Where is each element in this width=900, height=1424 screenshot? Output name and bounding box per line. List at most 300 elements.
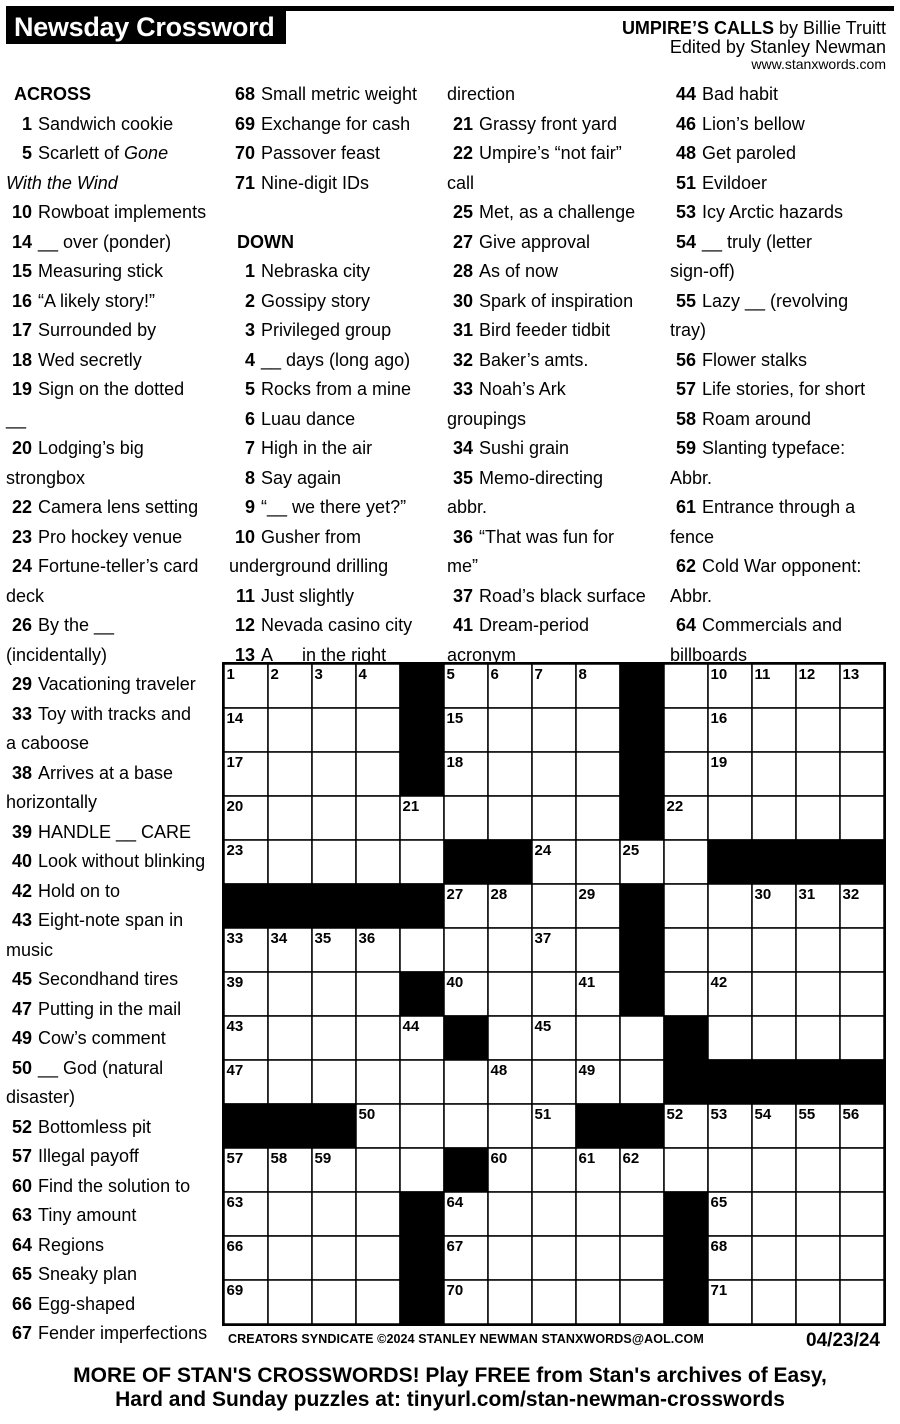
grid-cell[interactable]	[796, 928, 840, 972]
grid-cell[interactable]	[708, 1016, 752, 1060]
clue-number: 12	[234, 615, 255, 635]
grid-cell[interactable]	[708, 884, 752, 928]
grid-cell[interactable]	[488, 928, 532, 972]
black-square	[488, 840, 532, 884]
clue-number: 48	[675, 143, 696, 163]
clue-text: underground drilling	[229, 556, 389, 576]
grid-cell[interactable]	[356, 1016, 400, 1060]
grid-cell[interactable]	[312, 752, 356, 796]
cell-number: 17	[226, 754, 244, 771]
grid-cell[interactable]	[268, 752, 312, 796]
grid-cell[interactable]	[488, 972, 532, 1016]
grid-cell[interactable]	[796, 1192, 840, 1236]
cell-number: 49	[578, 1062, 596, 1079]
cell-number: 44	[402, 1018, 420, 1035]
grid-cell[interactable]	[268, 972, 312, 1016]
clue-continuation	[6, 169, 118, 198]
grid-cell[interactable]	[576, 840, 620, 884]
clue-text: Noah’s Ark	[479, 379, 566, 399]
grid-cell[interactable]	[532, 884, 576, 928]
clue-item	[447, 375, 566, 404]
grid-cell[interactable]	[356, 840, 400, 884]
grid-cell[interactable]	[840, 752, 884, 796]
grid-cell[interactable]	[268, 1236, 312, 1280]
clue-item	[6, 110, 173, 139]
clue-item	[447, 198, 635, 227]
cell-number: 27	[446, 886, 464, 903]
cell-number: 9	[622, 666, 631, 683]
cell-number: 55	[798, 1106, 816, 1123]
grid-cell[interactable]	[840, 708, 884, 752]
grid-cell[interactable]	[752, 1192, 796, 1236]
clue-item	[6, 1319, 207, 1348]
grid-cell[interactable]	[796, 708, 840, 752]
puzzle-title	[622, 18, 886, 39]
clue-number: 70	[234, 143, 255, 163]
clue-number: 71	[234, 172, 255, 193]
grid-cell[interactable]	[796, 1016, 840, 1060]
puzzle-date: 04/23/24	[806, 1330, 880, 1351]
clue-number: 10	[234, 526, 255, 547]
grid-cell[interactable]	[356, 1280, 400, 1324]
clue-item	[6, 1290, 135, 1319]
black-square	[796, 840, 840, 884]
grid-cell[interactable]	[576, 708, 620, 752]
clue-number: 41	[452, 615, 473, 635]
clue-number: 14	[11, 231, 32, 252]
grid-cell[interactable]	[796, 972, 840, 1016]
clue-text: call	[447, 172, 475, 193]
grid-cell[interactable]	[752, 972, 796, 1016]
grid-cell[interactable]	[664, 752, 708, 796]
clue-text: Sandwich cookie	[38, 113, 174, 134]
cell-number: 58	[270, 1150, 288, 1167]
black-square	[752, 1060, 796, 1104]
black-square	[620, 752, 664, 796]
clue-item	[6, 316, 156, 345]
clue-number: 17	[11, 320, 32, 340]
cell-number: 38	[622, 930, 640, 947]
clue-text: groupings	[447, 408, 527, 429]
grid-cell[interactable]	[444, 928, 488, 972]
clue-item	[447, 611, 589, 640]
grid-cell[interactable]	[532, 708, 576, 752]
clue-text: Bird feeder tidbit	[479, 320, 611, 340]
grid-cell[interactable]	[840, 1192, 884, 1236]
clue-number: 37	[452, 585, 473, 606]
clue-item	[670, 169, 767, 198]
grid-cell[interactable]	[796, 1148, 840, 1192]
clue-number: 27	[452, 231, 473, 252]
clue-text: Find the solution to	[38, 1175, 191, 1196]
crossword-grid[interactable]	[222, 662, 886, 1326]
clue-text: Privileged group	[261, 320, 392, 340]
clue-text: Luau dance	[261, 408, 356, 429]
grid-cell[interactable]	[664, 928, 708, 972]
grid-cell[interactable]	[840, 1280, 884, 1324]
clue-text: Vacationing traveler	[38, 674, 196, 694]
clue-text: Road’s black surface	[479, 585, 646, 606]
grid-cell[interactable]	[488, 752, 532, 796]
clue-item	[6, 257, 163, 286]
grid-cell[interactable]	[620, 1236, 664, 1280]
clue-number: 19	[11, 379, 32, 399]
grid-cell[interactable]	[356, 796, 400, 840]
clue-text: Roam around	[702, 408, 812, 429]
clue-text: As of now	[479, 261, 559, 281]
cell-number: 36	[358, 930, 376, 947]
clue-number: 47	[11, 998, 32, 1019]
clue-text: Regions	[38, 1234, 105, 1255]
clue-item	[6, 198, 206, 227]
clue-item	[6, 1113, 151, 1142]
clue-number: 1	[21, 113, 32, 134]
grid-cell[interactable]	[664, 1148, 708, 1192]
grid-cell[interactable]	[532, 752, 576, 796]
clue-item	[447, 139, 622, 168]
grid-cell[interactable]	[532, 796, 576, 840]
grid-cell[interactable]	[576, 928, 620, 972]
clue-item	[670, 287, 848, 316]
grid-cell[interactable]	[796, 752, 840, 796]
grid-cell[interactable]	[356, 1192, 400, 1236]
grid-cell[interactable]	[312, 1192, 356, 1236]
grid-cell[interactable]	[312, 708, 356, 752]
grid-cell[interactable]	[664, 972, 708, 1016]
clue-number: 38	[11, 762, 32, 783]
clue-text: Fortune-teller’s card	[38, 556, 199, 576]
clue-item	[229, 80, 417, 109]
grid-cell[interactable]	[532, 972, 576, 1016]
clue-text: Nebraska city	[261, 261, 371, 281]
clue-number: 53	[675, 202, 696, 222]
clue-number: 57	[675, 379, 696, 399]
clue-number: 2	[244, 290, 255, 311]
grid-cell[interactable]	[356, 1236, 400, 1280]
grid-cell[interactable]	[576, 1016, 620, 1060]
grid-cell[interactable]	[488, 708, 532, 752]
grid-cell[interactable]	[664, 840, 708, 884]
clue-item	[6, 493, 198, 522]
grid-cell[interactable]	[312, 840, 356, 884]
clue-item	[6, 434, 144, 463]
grid-cell[interactable]	[840, 1016, 884, 1060]
grid-cell[interactable]	[576, 1280, 620, 1324]
clue-number: 31	[452, 320, 473, 340]
grid-cell[interactable]	[532, 1236, 576, 1280]
grid-cell[interactable]	[356, 1148, 400, 1192]
grid-cell[interactable]	[488, 796, 532, 840]
grid-cell[interactable]	[400, 928, 444, 972]
grid-cell[interactable]	[576, 796, 620, 840]
clue-item	[670, 346, 807, 375]
grid-cell[interactable]	[268, 708, 312, 752]
grid-cell[interactable]	[312, 1236, 356, 1280]
cell-number: 69	[226, 1282, 244, 1299]
grid-cell[interactable]	[400, 1104, 444, 1148]
clue-number: 5	[244, 379, 255, 399]
grid-cell[interactable]	[356, 1060, 400, 1104]
grid-cell[interactable]	[532, 1192, 576, 1236]
clue-continuation	[6, 936, 53, 965]
clue-number: 66	[11, 1293, 32, 1314]
grid-cell[interactable]	[752, 752, 796, 796]
grid-cell[interactable]	[400, 1148, 444, 1192]
cell-number: 47	[226, 1062, 244, 1079]
clue-item	[6, 1172, 190, 1201]
clue-number: 26	[11, 615, 32, 635]
black-square	[752, 840, 796, 884]
grid-cell[interactable]	[268, 840, 312, 884]
clue-item	[229, 257, 370, 286]
grid-cell[interactable]	[576, 1192, 620, 1236]
clue-number: 40	[11, 851, 32, 871]
grid-cell[interactable]	[488, 1104, 532, 1148]
grid-cell[interactable]	[488, 1280, 532, 1324]
grid-cell[interactable]	[840, 972, 884, 1016]
grid-cell[interactable]	[312, 972, 356, 1016]
clue-text: __ over (ponder)	[38, 231, 172, 252]
black-square	[620, 972, 664, 1016]
clue-continuation	[229, 552, 388, 581]
clue-number: 69	[234, 113, 255, 134]
cell-number: 31	[798, 886, 816, 903]
clue-item	[447, 346, 588, 375]
clue-text: abbr.	[447, 497, 488, 517]
clue-continuation	[6, 641, 107, 670]
cell-number: 33	[226, 930, 244, 947]
grid-cell[interactable]	[400, 840, 444, 884]
clue-item	[670, 405, 811, 434]
clue-continuation	[447, 80, 515, 109]
clue-number: 59	[675, 438, 696, 458]
grid-cell[interactable]	[356, 752, 400, 796]
clue-text: Get paroled	[702, 143, 797, 163]
clue-item	[670, 611, 842, 640]
clue-number: 42	[11, 880, 32, 901]
clue-text: Wed secretly	[38, 349, 142, 370]
cell-number: 16	[710, 710, 728, 727]
syndicate-credit: CREATORS SYNDICATE ©2024 STANLEY NEWMAN STANXWORDS@AOL.COM	[228, 1332, 704, 1346]
clue-text: tray)	[670, 320, 706, 340]
cell-number: 8	[578, 666, 587, 683]
grid-cell[interactable]	[752, 796, 796, 840]
grid-cell[interactable]	[268, 1016, 312, 1060]
clue-text: “__ we there yet?”	[261, 497, 407, 517]
clue-item	[6, 877, 120, 906]
grid-cell[interactable]	[708, 1148, 752, 1192]
clue-item	[447, 582, 646, 611]
clue-text: Pro hockey venue	[38, 526, 183, 547]
cell-number: 45	[534, 1018, 552, 1035]
grid-cell[interactable]	[752, 708, 796, 752]
clue-item	[6, 670, 196, 699]
cell-number: 56	[842, 1106, 860, 1123]
clue-number: 57	[11, 1146, 32, 1166]
grid-cell[interactable]	[796, 796, 840, 840]
grid-cell[interactable]	[840, 928, 884, 972]
grid-cell[interactable]	[708, 928, 752, 972]
grid-cell[interactable]	[752, 1280, 796, 1324]
clue-text: Small metric weight	[261, 84, 418, 104]
clue-number: 30	[452, 290, 473, 311]
grid-cell[interactable]	[840, 1236, 884, 1280]
clue-item	[6, 1231, 104, 1260]
clue-number: 51	[675, 172, 696, 193]
clue-number: 25	[452, 202, 473, 222]
clue-item	[670, 375, 865, 404]
grid-cell[interactable]	[840, 1148, 884, 1192]
grid-cell[interactable]	[796, 1236, 840, 1280]
black-square	[268, 884, 312, 928]
clue-text: Gusher from	[261, 526, 362, 547]
clue-item	[6, 1201, 136, 1230]
grid-cell[interactable]	[488, 1016, 532, 1060]
clue-number: 3	[244, 320, 255, 340]
grid-cell[interactable]	[312, 796, 356, 840]
cell-number: 5	[446, 666, 455, 683]
grid-cell[interactable]	[664, 884, 708, 928]
grid-cell[interactable]	[356, 972, 400, 1016]
grid-cell[interactable]	[796, 1280, 840, 1324]
grid-cell[interactable]	[620, 1060, 664, 1104]
cell-number: 20	[226, 798, 244, 815]
clue-item	[670, 139, 796, 168]
grid-cell[interactable]	[312, 1016, 356, 1060]
grid-cell[interactable]	[532, 1060, 576, 1104]
clue-item	[6, 287, 155, 316]
clue-text: Bottomless pit	[38, 1116, 152, 1137]
grid-cell[interactable]	[576, 1236, 620, 1280]
cell-number: 51	[534, 1106, 552, 1123]
cell-number: 43	[226, 1018, 244, 1035]
grid-cell[interactable]	[312, 1060, 356, 1104]
clue-text: Hold on to	[38, 880, 121, 901]
clue-text: Fender imperfections	[38, 1323, 208, 1343]
clue-number: 61	[675, 497, 696, 517]
grid-cell[interactable]	[532, 1280, 576, 1324]
clue-text: Flower stalks	[702, 349, 808, 370]
clue-item	[670, 110, 805, 139]
grid-cell[interactable]	[444, 796, 488, 840]
clue-item	[6, 228, 171, 257]
grid-cell[interactable]	[664, 708, 708, 752]
clue-number: 67	[11, 1323, 32, 1343]
grid-cell[interactable]	[752, 1016, 796, 1060]
cell-number: 15	[446, 710, 464, 727]
clue-text: “A likely story!”	[38, 290, 156, 311]
grid-cell[interactable]	[532, 1148, 576, 1192]
clue-text: strongbox	[6, 467, 86, 488]
grid-cell[interactable]	[268, 1192, 312, 1236]
clue-number: 64	[11, 1234, 32, 1255]
clue-number: 65	[11, 1264, 32, 1284]
cell-number: 22	[666, 798, 684, 815]
clue-text: HANDLE __ CARE	[38, 821, 192, 842]
clue-number: 33	[452, 379, 473, 399]
clue-number: 5	[21, 143, 32, 163]
black-square	[664, 1192, 708, 1236]
cell-number: 1	[226, 666, 235, 683]
black-square	[620, 884, 664, 928]
clue-text: music	[6, 939, 54, 960]
clue-text: Look without blinking	[38, 851, 206, 871]
grid-cell[interactable]	[488, 1192, 532, 1236]
cell-number: 71	[710, 1282, 728, 1299]
grid-cell[interactable]	[268, 1280, 312, 1324]
clue-item	[229, 139, 380, 168]
grid-cell[interactable]	[444, 1060, 488, 1104]
clue-number: 45	[11, 969, 32, 989]
cell-number: 48	[490, 1062, 508, 1079]
black-square	[400, 972, 444, 1016]
grid-cell[interactable]	[444, 1104, 488, 1148]
black-square	[400, 1280, 444, 1324]
grid-cell[interactable]	[576, 752, 620, 796]
clue-number: 39	[11, 821, 32, 842]
clue-text: Surrounded by	[38, 320, 157, 340]
clue-item	[229, 316, 391, 345]
grid-cell[interactable]	[620, 1192, 664, 1236]
clue-number: 7	[244, 438, 255, 458]
grid-cell[interactable]	[752, 928, 796, 972]
cell-number: 2	[270, 666, 279, 683]
clue-heading: ACROSS	[14, 84, 92, 104]
clue-text: Sign on the dotted	[38, 379, 185, 399]
black-square	[444, 1016, 488, 1060]
clue-number: 49	[11, 1028, 32, 1048]
clue-number: 52	[11, 1116, 32, 1137]
clue-item	[447, 287, 633, 316]
grid-cell[interactable]	[400, 1060, 444, 1104]
clue-text: a caboose	[6, 733, 90, 753]
grid-cell[interactable]	[752, 1148, 796, 1192]
black-square	[312, 1104, 356, 1148]
grid-cell[interactable]	[268, 796, 312, 840]
cell-number: 53	[710, 1106, 728, 1123]
cell-number: 67	[446, 1238, 464, 1255]
clue-italic-text: Gone	[124, 143, 169, 163]
grid-cell[interactable]	[708, 796, 752, 840]
grid-cell[interactable]	[268, 1060, 312, 1104]
grid-cell[interactable]	[312, 1280, 356, 1324]
black-square	[840, 840, 884, 884]
cell-number: 11	[754, 666, 771, 683]
clue-text: Met, as a challenge	[479, 202, 636, 222]
clue-text: Cold War opponent:	[702, 556, 862, 576]
grid-cell[interactable]	[620, 1280, 664, 1324]
clue-number: 50	[11, 1057, 32, 1078]
grid-cell[interactable]	[752, 1236, 796, 1280]
grid-cell[interactable]	[664, 664, 708, 708]
grid-cell[interactable]	[620, 1016, 664, 1060]
clue-text: Rowboat implements	[38, 202, 207, 222]
clue-item	[6, 139, 168, 168]
black-square	[312, 884, 356, 928]
clue-item	[229, 375, 411, 404]
grid-canvas[interactable]	[224, 664, 884, 1324]
grid-cell[interactable]	[840, 796, 884, 840]
grid-cell[interactable]	[488, 1236, 532, 1280]
black-square	[664, 1280, 708, 1324]
clue-text: Lodging’s big	[38, 438, 144, 458]
clue-text: __ days (long ago)	[261, 349, 411, 370]
clue-number: 60	[11, 1175, 32, 1196]
clue-number: 13	[234, 644, 255, 665]
clue-number: 22	[452, 143, 473, 163]
footer-line-2: Hard and Sunday puzzles at: tinyurl.com/stan-newman-crosswords	[115, 1388, 785, 1411]
grid-cell[interactable]	[356, 708, 400, 752]
